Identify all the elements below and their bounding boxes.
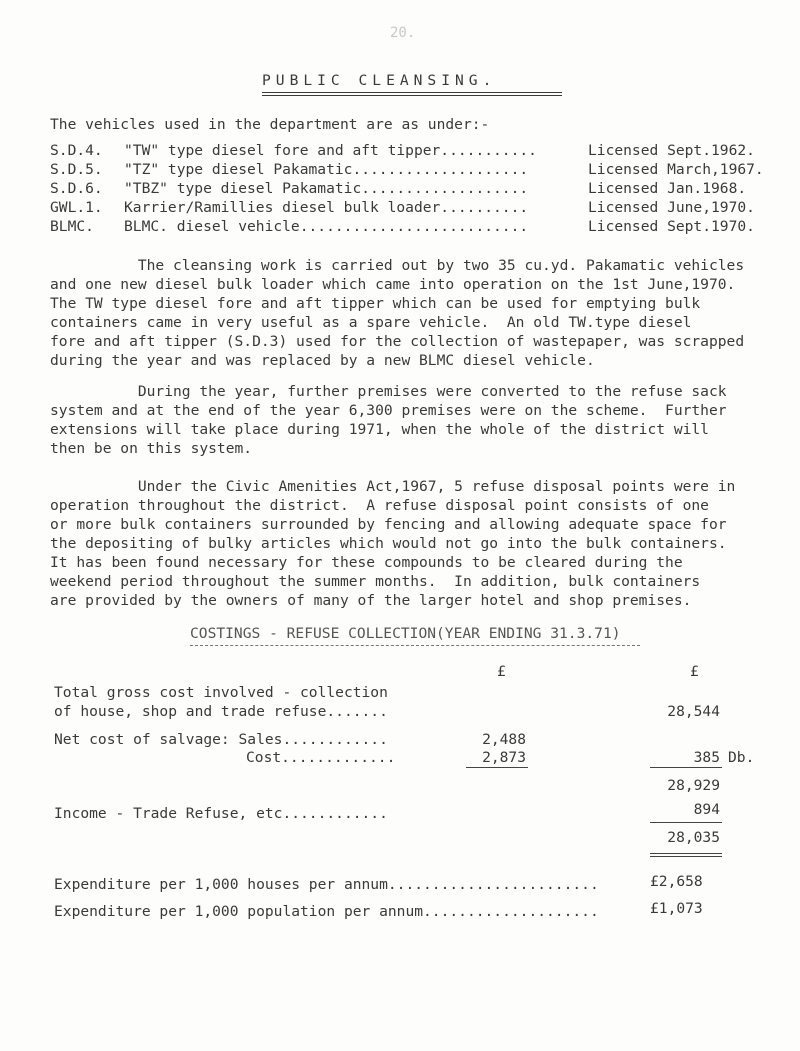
expenditure-houses-label: Expenditure per 1,000 houses per annum........................ — [54, 876, 599, 893]
paragraph-line: system and at the end of the year 6,300 premises were on the scheme. Further — [50, 402, 727, 419]
net-salvage-underline — [650, 767, 722, 768]
vehicle-code: S.D.4. — [50, 142, 103, 159]
costings-title: COSTINGS - REFUSE COLLECTION(YEAR ENDING 31.3.71) — [190, 625, 621, 642]
paragraph-line: fore and aft tipper (S.D.3) used for the collection of wastepaper, was scrapped — [50, 333, 745, 350]
expenditure-population-value: £1,073 — [650, 900, 703, 917]
paragraph-line: weekend period throughout the summer months. In addition, bulk containers — [50, 573, 701, 590]
vehicle-code: BLMC. — [50, 218, 94, 235]
total-cost-label-line1: Total gross cost involved - collection — [54, 684, 388, 701]
currency-header-2: £ — [690, 663, 699, 680]
vehicle-code: S.D.6. — [50, 180, 103, 197]
vehicle-licensed: Licensed March,1967. — [588, 161, 764, 178]
net-total-value: 28,035 — [667, 829, 720, 846]
paragraph-line: are provided by the owners of many of the larger hotel and shop premises. — [50, 592, 692, 609]
vehicle-row — [50, 161, 790, 179]
salvage-cost-underline — [466, 767, 528, 768]
salvage-sales-label: Net cost of salvage: Sales............ — [54, 731, 388, 748]
vehicle-description: "TBZ" type diesel Pakamatic................... — [124, 180, 529, 197]
vehicle-code: GWL.1. — [50, 199, 103, 216]
paragraph-vehicles — [50, 256, 790, 370]
intro-text: The vehicles used in the department are as under:- — [50, 116, 490, 133]
salvage-sales-value: 2,488 — [482, 731, 526, 748]
expenditure-population-label: Expenditure per 1,000 population per annum.................... — [54, 903, 599, 920]
paragraph-line: During the year, further premises were converted to the refuse sack — [50, 383, 727, 400]
total-cost-value: 28,544 — [667, 703, 720, 720]
title-underline-1 — [262, 92, 562, 93]
paragraph-line: operation throughout the district. A refuse disposal point consists of one — [50, 497, 709, 514]
net-salvage-value: 385 — [693, 749, 720, 766]
paragraph-line: The cleansing work is carried out by two 35 cu.yd. Pakamatic vehicles — [50, 257, 745, 274]
paragraph-line: and one new diesel bulk loader which came into operation on the 1st June,1970. — [50, 276, 736, 293]
vehicle-description: "TZ" type diesel Pakamatic.................... — [124, 161, 529, 178]
expenditure-houses-value: £2,658 — [650, 873, 703, 890]
vehicle-description: BLMC. diesel vehicle.......................... — [124, 218, 529, 235]
salvage-cost-value: 2,873 — [482, 749, 526, 766]
paragraph-line: the depositing of bulky articles which would not go into the bulk containers. — [50, 535, 727, 552]
paragraph-line: or more bulk containers surrounded by fencing and allowing adequate space for — [50, 516, 727, 533]
paragraph-refuse-sack — [50, 382, 790, 458]
income-label: Income - Trade Refuse, etc............ — [54, 805, 388, 822]
vehicle-licensed: Licensed June,1970. — [588, 199, 755, 216]
currency-header-1: £ — [497, 663, 506, 680]
paragraph-line: It has been found necessary for these compounds to be cleared during the — [50, 554, 683, 571]
vehicle-row — [50, 199, 790, 217]
costings-title-underline — [190, 645, 640, 646]
paragraph-line: then be on this system. — [50, 440, 253, 457]
income-value: 894 — [693, 801, 720, 818]
page-number: 20. — [390, 25, 416, 41]
vehicle-description: Karrier/Ramillies diesel bulk loader.......... — [124, 199, 529, 216]
vehicle-licensed: Licensed Jan.1968. — [588, 180, 747, 197]
paragraph-line: containers came in very useful as a spare vehicle. An old TW.type diesel — [50, 314, 692, 331]
vehicle-licensed: Licensed Sept.1962. — [588, 142, 755, 159]
vehicle-code: S.D.5. — [50, 161, 103, 178]
vehicle-licensed: Licensed Sept.1970. — [588, 218, 755, 235]
subtotal-value: 28,929 — [667, 777, 720, 794]
title-underline-2 — [262, 95, 562, 96]
paragraph-civic-amenities — [50, 477, 790, 610]
paragraph-line: Under the Civic Amenities Act,1967, 5 refuse disposal points were in — [50, 478, 736, 495]
income-underline — [650, 822, 722, 823]
total-cost-label-line2: of house, shop and trade refuse....... — [54, 703, 388, 720]
paragraph-line: during the year and was replaced by a new BLMC diesel vehicle. — [50, 352, 595, 369]
page-title: PUBLIC CLEANSING. — [262, 72, 497, 89]
net-total-double-underline — [650, 853, 722, 857]
paragraph-line: extensions will take place during 1971, when the whole of the district will — [50, 421, 709, 438]
paragraph-line: The TW type diesel fore and aft tipper which can be used for emptying bulk — [50, 295, 701, 312]
vehicle-row — [50, 142, 790, 160]
salvage-cost-label: Cost............. — [246, 749, 396, 766]
vehicle-row — [50, 180, 790, 198]
net-salvage-debit: Db. — [728, 749, 755, 766]
vehicle-description: "TW" type diesel fore and aft tipper........... — [124, 142, 537, 159]
vehicle-row — [50, 218, 790, 236]
